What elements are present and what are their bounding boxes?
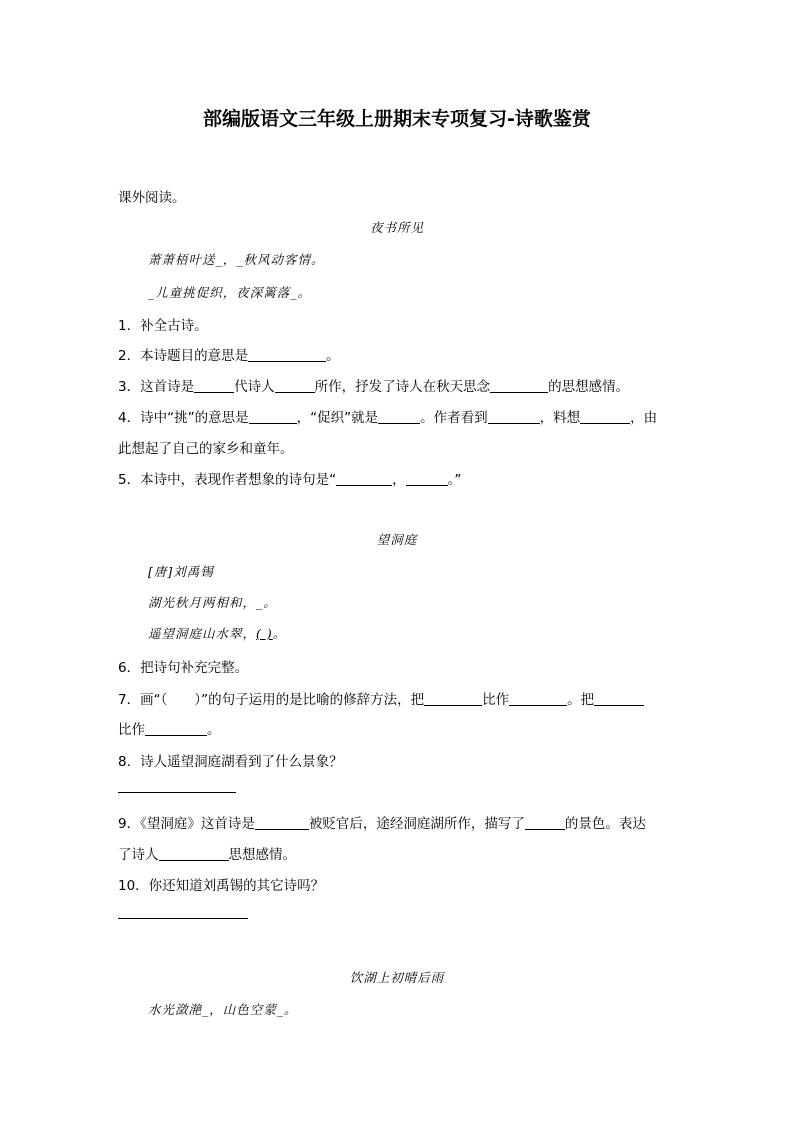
answer-blank[interactable] xyxy=(255,816,309,831)
question-7-cont xyxy=(118,718,221,738)
question-9-text-b: 被贬官后，途经洞庭湖所作，描写了 xyxy=(308,816,525,832)
question-4-text-a: 4．诗中“挑”的意思是 xyxy=(118,410,249,426)
answer-blank[interactable] xyxy=(275,379,315,394)
section-intro: 课外阅读。 xyxy=(118,190,186,206)
answer-blank[interactable] xyxy=(594,692,644,707)
poem1-line1: 萧萧梧叶送_，_秋风动客情。 xyxy=(148,252,325,267)
poem2-line2-end: 。 xyxy=(272,626,287,641)
poem2-line2 xyxy=(148,624,286,642)
answer-blank[interactable] xyxy=(145,722,207,737)
answer-blank[interactable] xyxy=(509,692,567,707)
poem3-line1: 水光潋滟_，山色空蒙_。 xyxy=(148,1002,298,1017)
question-2-end: 。 xyxy=(326,348,340,364)
question-7-text-b: 比作 xyxy=(482,692,510,708)
poem2-author: [唐]刘禹锡 xyxy=(148,564,214,579)
question-5 xyxy=(118,468,461,488)
question-3-text-c: 所作，抒发了诗人在秋天思念 xyxy=(314,379,491,395)
answer-line[interactable] xyxy=(118,792,236,793)
answer-blank[interactable] xyxy=(490,379,548,394)
question-4-text-c: 。作者看到 xyxy=(420,410,488,426)
question-9-cont xyxy=(118,843,296,863)
question-3-text-a: 3．这首诗是 xyxy=(118,379,195,395)
question-7-text-e: 。 xyxy=(207,722,221,738)
answer-blank[interactable] xyxy=(580,410,630,425)
question-7 xyxy=(118,688,644,708)
question-2 xyxy=(118,344,340,364)
question-8: 8．诗人遥望洞庭湖看到了什么景象？ xyxy=(118,754,343,770)
question-9 xyxy=(118,812,646,832)
answer-blank[interactable] xyxy=(194,379,234,394)
answer-blank[interactable] xyxy=(424,692,482,707)
question-7-text-d: 比作 xyxy=(118,722,145,738)
answer-blank[interactable] xyxy=(525,816,565,831)
poem2-line1: 湖光秋月两相和，_。 xyxy=(148,595,277,610)
question-4-cont: 此想起了自己的家乡和童年。 xyxy=(118,441,294,457)
question-5-text-b: ， xyxy=(392,472,406,488)
poem2-line2-text: 遥望洞庭山水翠， xyxy=(148,626,257,641)
question-4-text-e: ，由 xyxy=(630,410,658,426)
answer-blank[interactable] xyxy=(159,847,229,862)
poem2-line2-blank: ( ) xyxy=(256,626,273,641)
answer-line[interactable] xyxy=(118,918,248,919)
question-7-text-c: 。把 xyxy=(567,692,595,708)
question-1: 1．补全古诗。 xyxy=(118,318,208,334)
question-9-text-d: 了诗人 xyxy=(118,847,159,863)
question-5-text-c: 。” xyxy=(447,472,462,488)
poem1-line2: _儿童挑促织，夜深篱落_。 xyxy=(148,285,312,300)
question-9-text-e: 思想感情。 xyxy=(228,847,296,863)
page-title: 部编版语文三年级上册期末专项复习-诗歌鉴赏 xyxy=(203,108,591,130)
question-3-text-d: 的思想感情。 xyxy=(548,379,630,395)
question-9-text-c: 的景色。表达 xyxy=(564,816,646,832)
answer-blank[interactable] xyxy=(248,348,326,363)
question-7-text-a: 7．画“（ ）”的句子运用的是比喻的修辞方法，把 xyxy=(118,692,425,708)
question-6: 6．把诗句补充完整。 xyxy=(118,660,249,676)
question-9-text-a: 9．《望洞庭》这首诗是 xyxy=(118,816,255,832)
answer-blank[interactable] xyxy=(249,410,297,425)
question-4 xyxy=(118,406,657,426)
question-4-text-d: ，料想 xyxy=(539,410,581,426)
poem3-title: 饮湖上初晴后雨 xyxy=(349,970,445,985)
question-3-text-b: 代诗人 xyxy=(234,379,275,395)
question-5-text-a: 5．本诗中，表现作者想象的诗句是“ xyxy=(118,472,337,488)
poem1-title: 夜书所见 xyxy=(369,220,424,235)
question-10: 10．你还知道刘禹锡的其它诗吗？ xyxy=(118,878,325,894)
answer-blank[interactable] xyxy=(488,410,540,425)
question-2-text: 2．本诗题目的意思是 xyxy=(118,348,249,364)
answer-blank[interactable] xyxy=(336,472,392,487)
question-4-text-b: ，“促织”就是 xyxy=(296,410,379,426)
question-3 xyxy=(118,375,629,395)
answer-blank[interactable] xyxy=(406,472,448,487)
answer-blank[interactable] xyxy=(378,410,420,425)
poem2-title: 望洞庭 xyxy=(376,532,418,547)
